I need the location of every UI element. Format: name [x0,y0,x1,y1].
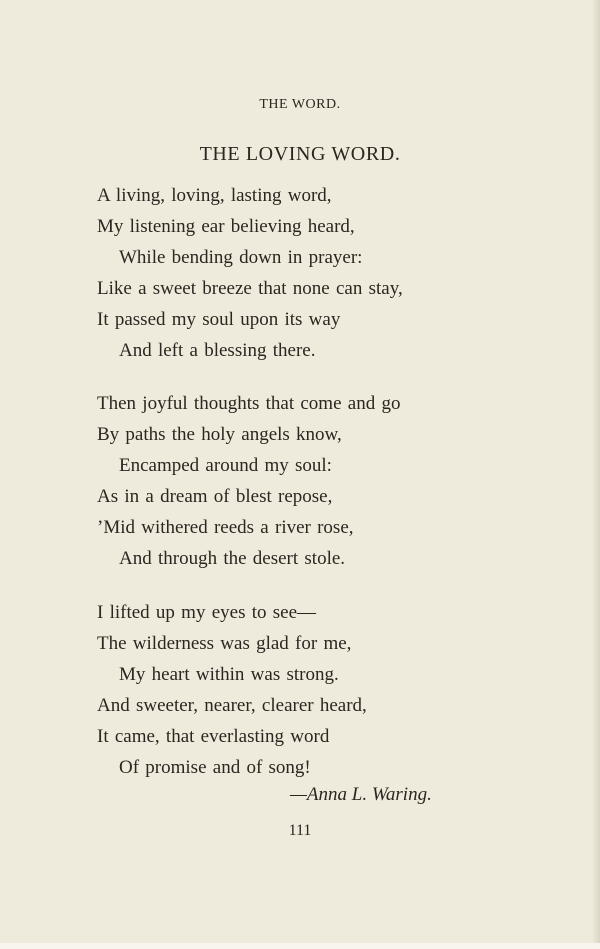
stanza-2 [97,388,567,574]
page-number: 111 [288,822,312,839]
poem-line-indented: My heart within was strong. [119,664,339,685]
poem-line: It passed my soul upon its way [97,309,341,330]
poem-line: As in a dream of blest repose, [97,486,333,507]
stanza-3 [97,597,567,783]
poem-line: It came, that everlasting word [97,726,330,747]
poem-line: The wilderness was glad for me, [97,633,352,654]
poem-line: And sweeter, nearer, clearer heard, [97,695,367,716]
poem-line: Then joyful thoughts that come and go [97,393,401,414]
stanza-1 [97,180,567,366]
poem-line: Like a sweet breeze that none can stay, [97,278,403,299]
poem-line-indented: Encamped around my soul: [119,455,332,476]
poem-line-indented: And left a blessing there. [119,340,316,361]
poem-line: My listening ear believing heard, [97,216,355,237]
running-head: THE WORD. [259,97,341,112]
poem-line: A living, loving, lasting word, [97,185,332,206]
poem-line: By paths the holy angels know, [97,424,342,445]
poem-line: ’Mid withered reeds a river rose, [97,517,354,538]
poem-attribution: —Anna L. Waring. [290,784,432,805]
poem-line-indented: And through the desert stole. [119,548,346,569]
poem-title: THE LOVING WORD. [199,143,401,165]
poem-line-indented: While bending down in prayer: [119,247,363,268]
page-bottom-strip [0,943,600,949]
poem-line: I lifted up my eyes to see— [97,602,317,623]
poem-line-indented: Of promise and of song! [119,757,311,778]
